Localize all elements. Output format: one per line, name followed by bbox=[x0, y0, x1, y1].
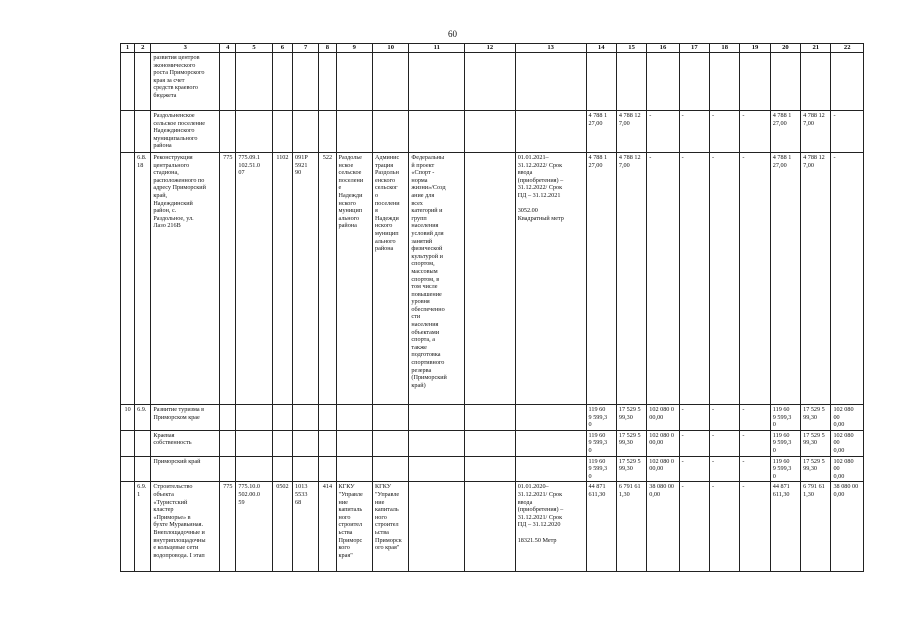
table-cell bbox=[465, 456, 516, 482]
table-cell: 1102 bbox=[272, 153, 292, 405]
table-cell: 01.01.2021– 31.12.2022/ Срок ввода (приобретения) – 31.12.2022/ Срок ПД – 31.12.2021 3052.00 Квадратный метр bbox=[515, 153, 586, 405]
table-cell bbox=[409, 405, 465, 431]
table-cell bbox=[465, 111, 516, 153]
table-cell: 17 529 5 99,30 bbox=[801, 430, 831, 456]
table-cell bbox=[220, 456, 236, 482]
table-cell bbox=[236, 53, 272, 111]
table-cell bbox=[220, 405, 236, 431]
column-header: 13 bbox=[515, 44, 586, 53]
table-cell: - bbox=[740, 456, 770, 482]
table-cell bbox=[121, 153, 135, 405]
table-cell bbox=[679, 53, 709, 111]
budget-table bbox=[120, 43, 864, 572]
table-row bbox=[121, 53, 864, 111]
column-header: 12 bbox=[465, 44, 516, 53]
table-cell bbox=[616, 53, 646, 111]
column-header: 19 bbox=[740, 44, 770, 53]
table-cell: 01.01.2020– 31.12.2021/ Срок ввода (приобретения) – 31.12.2021/ Срок ПД – 31.12.2020 18321.50 Метр bbox=[515, 482, 586, 572]
table-cell bbox=[515, 111, 586, 153]
table-cell bbox=[515, 430, 586, 456]
table-cell: 4 788 1 27,00 bbox=[586, 111, 616, 153]
table-cell: - bbox=[710, 430, 740, 456]
column-header: 17 bbox=[679, 44, 709, 53]
table-cell bbox=[372, 405, 408, 431]
column-header: 6 bbox=[272, 44, 292, 53]
table-cell: - bbox=[679, 456, 709, 482]
table-cell: 17 529 5 99,30 bbox=[616, 456, 646, 482]
table-cell: - bbox=[831, 153, 864, 405]
table-cell: 119 60 9 599,3 0 bbox=[586, 456, 616, 482]
table-cell: 4 788 1 27,00 bbox=[586, 153, 616, 405]
table-cell bbox=[372, 111, 408, 153]
column-header: 9 bbox=[336, 44, 372, 53]
table-cell bbox=[336, 405, 372, 431]
table-cell: 091Р 5921 90 bbox=[293, 153, 319, 405]
column-header: 22 bbox=[831, 44, 864, 53]
table-cell bbox=[465, 482, 516, 572]
table-cell bbox=[220, 430, 236, 456]
table-cell: 1013 5533 68 bbox=[293, 482, 319, 572]
table-cell: Админис трация Раздольн енского сельског о поселени я Надежди нского муницип ального района bbox=[372, 153, 408, 405]
table-cell bbox=[135, 456, 151, 482]
table-cell: 775.09.1 102.51.0 07 bbox=[236, 153, 272, 405]
table-cell: 119 60 9 599,3 0 bbox=[770, 430, 800, 456]
table-cell bbox=[336, 53, 372, 111]
table-cell: 17 529 5 99,30 bbox=[801, 405, 831, 431]
table-cell: - bbox=[740, 430, 770, 456]
table-cell: 38 080 00 0,00 bbox=[831, 482, 864, 572]
table-cell bbox=[372, 456, 408, 482]
table-cell: 775 bbox=[220, 482, 236, 572]
table-cell: - bbox=[679, 405, 709, 431]
table-cell bbox=[319, 111, 336, 153]
table-cell: 119 60 9 599,3 0 bbox=[586, 430, 616, 456]
table-cell: Строительство объекта «Туристский кластер «Приморье» в бухте Муравьиная. Внеплощадочные и внутриплощадочны е кольцевые сети водопровода. I этап bbox=[151, 482, 220, 572]
table-cell bbox=[465, 153, 516, 405]
table-cell: - bbox=[740, 153, 770, 405]
table-cell bbox=[319, 53, 336, 111]
table-cell: Реконструкция центрального стадиона, расположенного по адресу Приморский край, Надеждинский район, с. Раздольное, ул. Лазо 216В bbox=[151, 153, 220, 405]
table-cell: 17 529 5 99,30 bbox=[616, 430, 646, 456]
table-cell: 775 bbox=[220, 153, 236, 405]
table-cell bbox=[272, 53, 292, 111]
table-cell bbox=[465, 53, 516, 111]
table-cell: 4 788 1 27,00 bbox=[770, 153, 800, 405]
table-row bbox=[121, 111, 864, 153]
table-cell bbox=[801, 53, 831, 111]
table-cell: 119 60 9 599,3 0 bbox=[770, 405, 800, 431]
column-header: 15 bbox=[616, 44, 646, 53]
table-cell bbox=[647, 53, 679, 111]
table-cell: 4 788 1 27,00 bbox=[770, 111, 800, 153]
table-cell bbox=[409, 482, 465, 572]
column-header: 7 bbox=[293, 44, 319, 53]
table-cell: 4 788 12 7,00 bbox=[801, 153, 831, 405]
table-cell bbox=[409, 456, 465, 482]
table-cell bbox=[586, 53, 616, 111]
table-cell bbox=[770, 53, 800, 111]
table-cell bbox=[220, 53, 236, 111]
table-cell: - bbox=[831, 111, 864, 153]
table-cell bbox=[293, 53, 319, 111]
table-cell bbox=[336, 111, 372, 153]
table-row bbox=[121, 430, 864, 456]
table-cell: 44 871 611,30 bbox=[770, 482, 800, 572]
table-cell: 6.8. 18 bbox=[135, 153, 151, 405]
table-cell bbox=[336, 456, 372, 482]
column-header: 10 bbox=[372, 44, 408, 53]
table-cell: 119 60 9 599,3 0 bbox=[586, 405, 616, 431]
table-cell bbox=[465, 405, 516, 431]
table-cell: 102 080 0 00,00 bbox=[647, 405, 679, 431]
table-cell bbox=[515, 53, 586, 111]
table-cell: 102 080 0 00,00 bbox=[647, 456, 679, 482]
table-cell: Раздольненское сельское поселение Надеждинского муниципального района bbox=[151, 111, 220, 153]
table-cell: - bbox=[740, 111, 770, 153]
table-cell: Федеральны й проект «Спорт - норма жизни»/Созд ание для всех категорий и групп населения условий для занятий физической культурой и спортом, массовым спортом, в том числе повышение уровня обеспеченно сти населения объектами спорта, а также подготовка спортивного резерва (Приморский край) bbox=[409, 153, 465, 405]
table-cell: - bbox=[710, 456, 740, 482]
header-row bbox=[121, 44, 864, 53]
table-cell: Развитие туризма в Приморском крае bbox=[151, 405, 220, 431]
table-cell bbox=[121, 53, 135, 111]
table-cell: - bbox=[679, 482, 709, 572]
table-cell bbox=[220, 111, 236, 153]
table-cell: - bbox=[679, 111, 709, 153]
table-cell: Краевая собственность bbox=[151, 430, 220, 456]
column-header: 3 bbox=[151, 44, 220, 53]
table-cell bbox=[135, 53, 151, 111]
page-number: 60 bbox=[448, 29, 457, 39]
table-cell bbox=[135, 430, 151, 456]
table-cell bbox=[831, 53, 864, 111]
table-cell bbox=[465, 430, 516, 456]
column-header: 14 bbox=[586, 44, 616, 53]
table-cell bbox=[272, 430, 292, 456]
table-row bbox=[121, 405, 864, 431]
table-cell: КГКУ "Управле ние капиталь ного строител ьства Приморс кого края" bbox=[336, 482, 372, 572]
table-cell bbox=[372, 430, 408, 456]
table-cell bbox=[515, 405, 586, 431]
column-header: 8 bbox=[319, 44, 336, 53]
table-cell bbox=[121, 111, 135, 153]
table-cell: 4 788 12 7,00 bbox=[616, 153, 646, 405]
table-cell bbox=[319, 430, 336, 456]
table-cell bbox=[236, 456, 272, 482]
table-cell bbox=[272, 456, 292, 482]
table-cell: - bbox=[647, 153, 679, 405]
table-cell: Приморский край bbox=[151, 456, 220, 482]
table-cell: 6.9. 1 bbox=[135, 482, 151, 572]
table-cell: 102 080 0 00,00 bbox=[647, 430, 679, 456]
table-cell bbox=[293, 456, 319, 482]
table-cell bbox=[319, 405, 336, 431]
table-row bbox=[121, 456, 864, 482]
table-cell bbox=[740, 53, 770, 111]
table-cell: 102 080 00 0,00 bbox=[831, 430, 864, 456]
table-cell: 102 080 00 0,00 bbox=[831, 405, 864, 431]
column-header: 20 bbox=[770, 44, 800, 53]
table-cell: КГКУ "Управле ние капиталь ного строител ьства Приморск ого края" bbox=[372, 482, 408, 572]
table-cell: 102 080 00 0,00 bbox=[831, 456, 864, 482]
table-cell: 38 080 00 0,00 bbox=[647, 482, 679, 572]
table-cell bbox=[236, 430, 272, 456]
table-cell: - bbox=[710, 153, 740, 405]
table-cell bbox=[319, 456, 336, 482]
table-cell: 44 871 611,30 bbox=[586, 482, 616, 572]
column-header: 1 bbox=[121, 44, 135, 53]
table-cell: 6 791 61 1,30 bbox=[616, 482, 646, 572]
table-cell bbox=[409, 111, 465, 153]
table-cell bbox=[409, 430, 465, 456]
table-cell: 17 529 5 99,30 bbox=[616, 405, 646, 431]
table-cell: - bbox=[647, 111, 679, 153]
table-cell: - bbox=[740, 405, 770, 431]
table-cell bbox=[272, 405, 292, 431]
table-cell bbox=[409, 53, 465, 111]
column-header: 4 bbox=[220, 44, 236, 53]
column-header: 11 bbox=[409, 44, 465, 53]
table-row bbox=[121, 482, 864, 572]
table-cell bbox=[121, 482, 135, 572]
table-cell: - bbox=[740, 482, 770, 572]
column-header: 2 bbox=[135, 44, 151, 53]
column-header: 18 bbox=[710, 44, 740, 53]
table-cell: - bbox=[710, 111, 740, 153]
table-cell bbox=[236, 111, 272, 153]
column-header: 16 bbox=[647, 44, 679, 53]
table-cell: 119 60 9 599,3 0 bbox=[770, 456, 800, 482]
table-cell bbox=[710, 53, 740, 111]
table-cell bbox=[336, 430, 372, 456]
table-cell: - bbox=[710, 405, 740, 431]
table-row bbox=[121, 153, 864, 405]
table-cell bbox=[293, 405, 319, 431]
table-cell: - bbox=[679, 153, 709, 405]
table-cell: 522 bbox=[319, 153, 336, 405]
table-cell bbox=[293, 430, 319, 456]
table-cell bbox=[135, 111, 151, 153]
table-cell bbox=[293, 111, 319, 153]
table-cell: Раздолье нское сельское поселени е Надежди нского муницип ального района bbox=[336, 153, 372, 405]
table-cell: 414 bbox=[319, 482, 336, 572]
table-cell: 6.9. bbox=[135, 405, 151, 431]
table-cell: развития центров экономического роста Приморского края за счет средств краевого бюджета bbox=[151, 53, 220, 111]
table-cell: - bbox=[679, 430, 709, 456]
table-cell bbox=[515, 456, 586, 482]
column-header: 21 bbox=[801, 44, 831, 53]
column-header: 5 bbox=[236, 44, 272, 53]
table-cell bbox=[121, 456, 135, 482]
table-cell: 4 788 12 7,00 bbox=[801, 111, 831, 153]
table-cell: - bbox=[710, 482, 740, 572]
table-cell: 0502 bbox=[272, 482, 292, 572]
table-cell: 775.10.0 502.00.0 59 bbox=[236, 482, 272, 572]
table-cell bbox=[372, 53, 408, 111]
table-cell: 10 bbox=[121, 405, 135, 431]
table-cell: 6 791 61 1,30 bbox=[801, 482, 831, 572]
table-cell: 4 788 12 7,00 bbox=[616, 111, 646, 153]
table-cell bbox=[272, 111, 292, 153]
table-cell: 17 529 5 99,30 bbox=[801, 456, 831, 482]
table-cell bbox=[236, 405, 272, 431]
table-cell bbox=[121, 430, 135, 456]
